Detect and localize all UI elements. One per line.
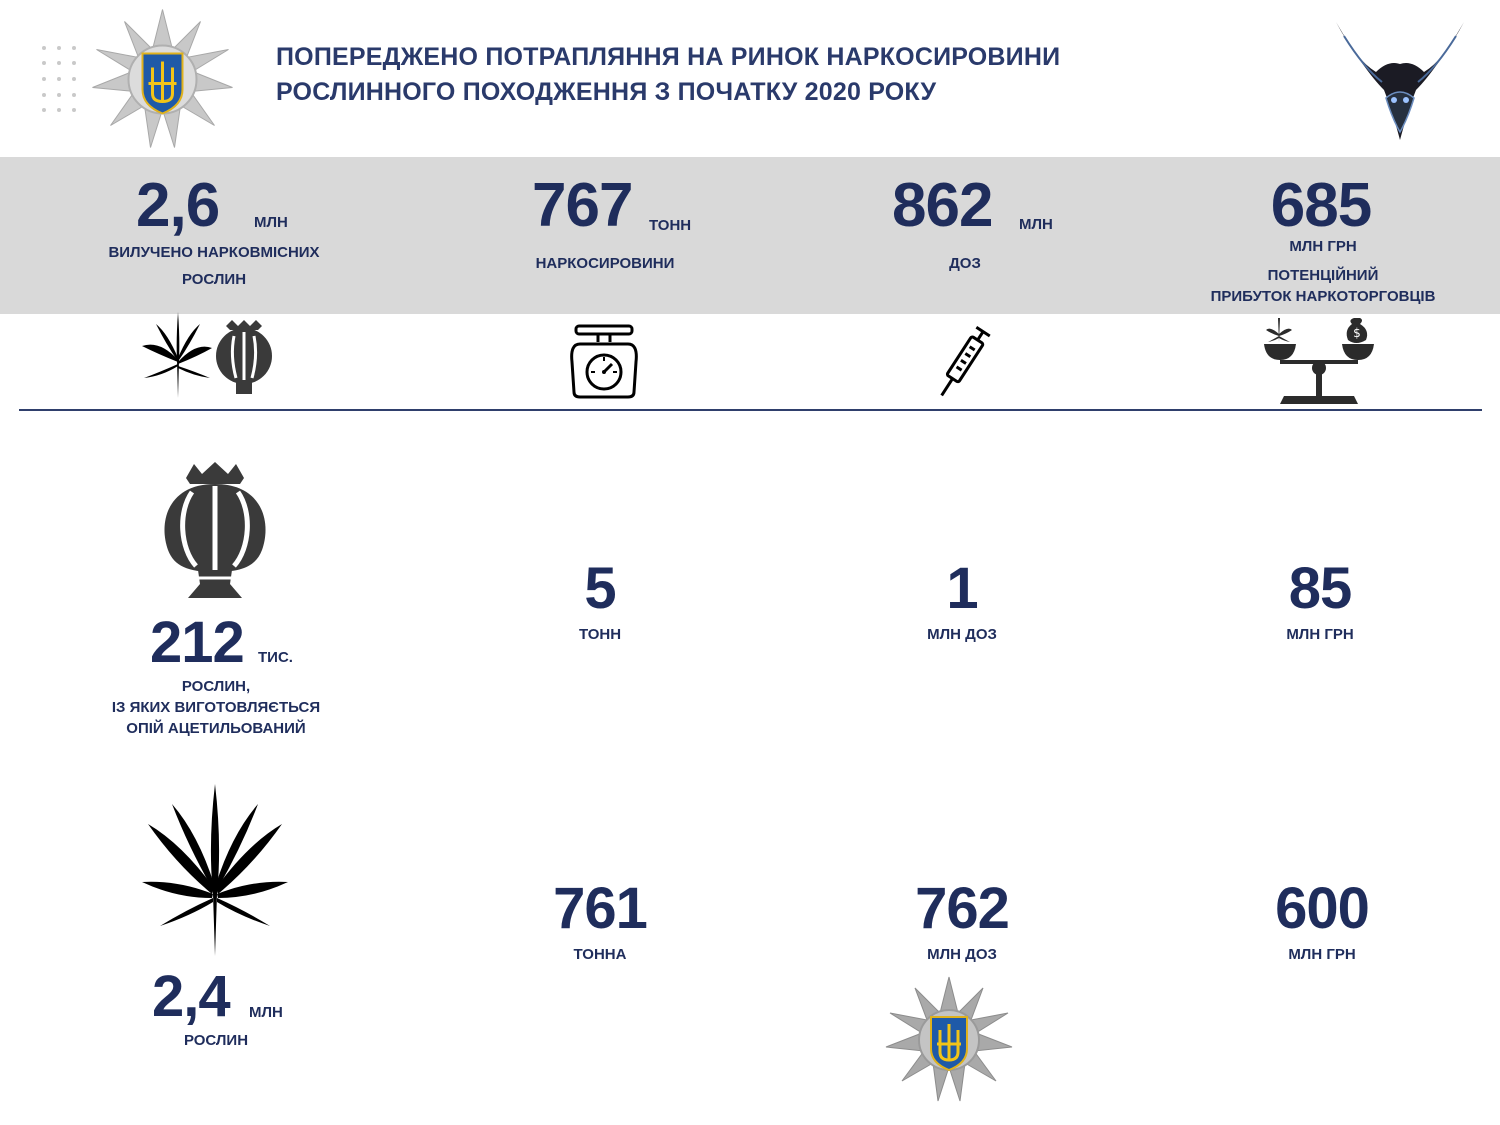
summary-mass [500,172,710,274]
section-divider [19,409,1482,411]
cannabis-mass-value: 761 [553,876,647,941]
title-line-1: ПОПЕРЕДЖЕНО ПОТРАПЛЯННЯ НА РИНОК НАРКОСИРОВИНИ [276,43,1061,71]
cannabis-poppy-icon [140,310,275,400]
summary-doses-unit: МЛН [1019,216,1053,233]
police-star-emblem-icon [90,8,235,151]
poppy-plants-value: 212 [150,610,244,675]
summary-plants-label-1: ВИЛУЧЕНО НАРКОВМІСНИХ [108,244,320,261]
summary-profit-label-1: ПОТЕНЦІЙНИЙ [1267,267,1379,284]
poppy-doses-value: 1 [946,556,978,621]
summary-profit [1190,172,1456,307]
cannabis-plants-label: РОСЛИН [183,1032,249,1049]
poppy-profit [1220,558,1420,645]
summary-plants-value: 2,6 [136,171,220,240]
cannabis-profit-unit: МЛН ГРН [1288,946,1356,963]
summary-doses-label: ДОЗ [949,255,981,272]
summary-mass-label: НАРКОСИРОВИНИ [535,255,675,272]
cannabis-plants-unit: МЛН [249,1004,283,1021]
summary-doses-value: 862 [892,171,993,240]
summary-doses [860,172,1070,274]
owl-wings-emblem-icon [1334,20,1466,142]
poppy-plants-label-1: РОСЛИН, [181,678,251,695]
poppy-mass-unit: ТОНН [578,626,622,643]
cannabis-plants-value: 2,4 [152,964,230,1029]
summary-profit-unit: МЛН ГРН [1289,238,1357,255]
kitchen-scale-icon [568,322,640,400]
poppy-plants-label-2: ІЗ ЯКИХ ВИГОТОВЛЯЄТЬСЯ [111,699,321,716]
cannabis-mass [500,878,700,965]
summary-profit-label-2: ПРИБУТОК НАРКОТОРГОВЦІВ [1210,288,1436,305]
cannabis-profit [1222,878,1422,965]
balance-scale-money-icon [1262,316,1376,408]
poppy-mass [500,558,700,645]
poppy-plants-label-3: ОПІЙ АЦЕТИЛЬОВАНИЙ [126,720,306,737]
poppy-profit-unit: МЛН ГРН [1286,626,1354,643]
cannabis-mass-unit: ТОННА [573,946,627,963]
svg-text:$: $ [1353,326,1361,340]
poppy-plants-unit: ТИС. [258,649,293,666]
poppy-head-icon [162,462,268,600]
poppy-doses-unit: МЛН ДОЗ [927,626,997,643]
cannabis-leaf-icon [142,784,288,958]
summary-profit-value: 685 [1270,171,1372,240]
cannabis-doses-unit: МЛН ДОЗ [927,946,997,963]
poppy-profit-value: 85 [1288,556,1352,621]
poppy-plants [96,612,336,739]
cannabis-profit-value: 600 [1275,876,1369,941]
poppy-mass-value: 5 [584,556,616,621]
summary-mass-value: 767 [532,171,633,240]
summary-plants-label-2: РОСЛИН [181,271,247,288]
cannabis-doses [862,878,1062,965]
page-title [276,40,1060,110]
summary-plants-unit: МЛН [254,214,288,231]
decorative-dot-grid [42,46,78,112]
poppy-doses [862,558,1062,645]
police-star-emblem-icon [884,976,1014,1104]
cannabis-doses-value: 762 [915,876,1009,941]
syringe-icon [936,318,992,404]
title-line-2: РОСЛИННОГО ПОХОДЖЕННЯ З ПОЧАТКУ 2020 РОКУ [276,78,937,106]
cannabis-plants [96,966,336,1051]
summary-mass-unit: ТОНН [649,217,692,234]
summary-plants [96,172,332,290]
